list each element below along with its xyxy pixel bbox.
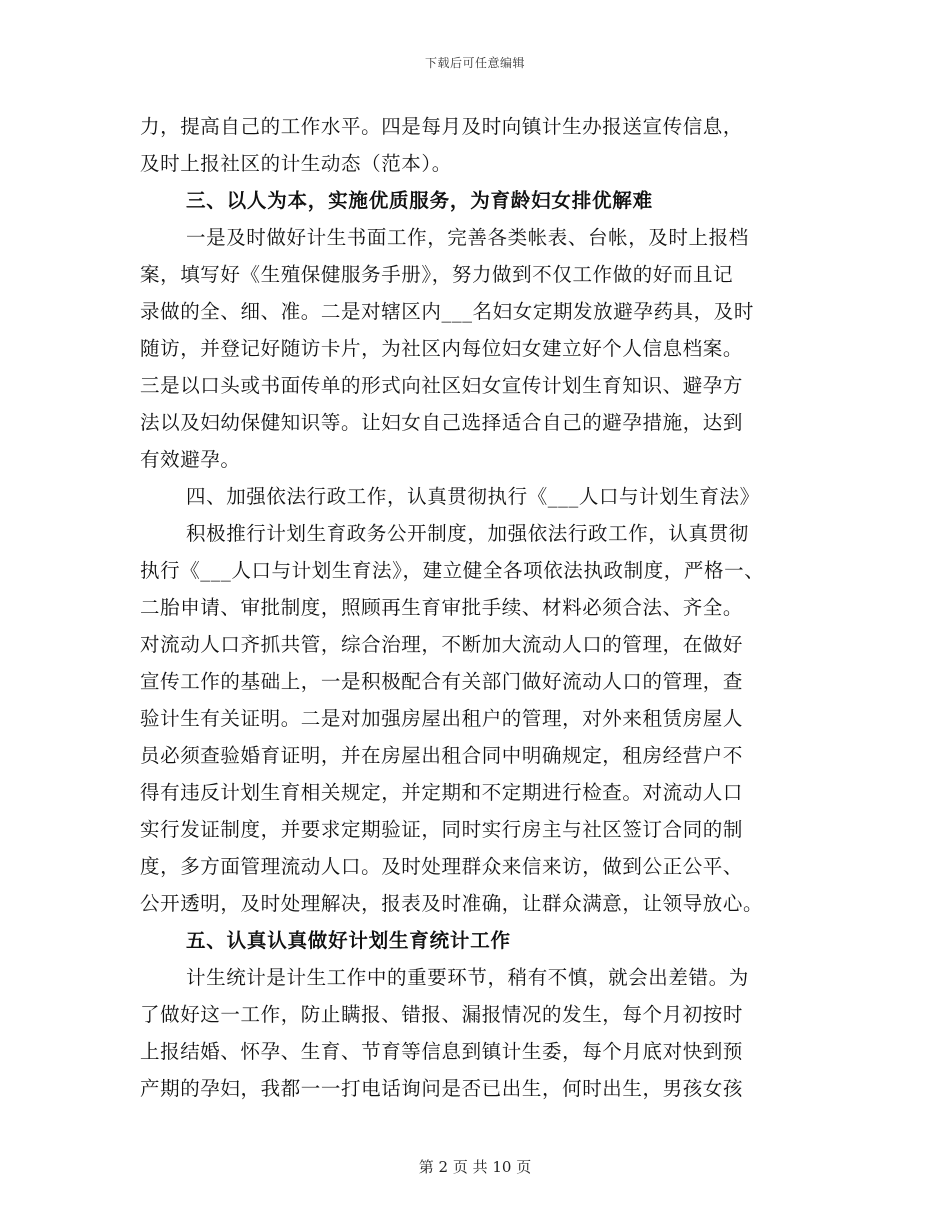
paragraph-line: 二胎申请、审批制度，照顾再生育审批手续、材料必须合法、齐全。 [140,596,744,619]
paragraph-line: 得有违反计划生育相关规定，并定期和不定期进行检查。对流动人口 [140,781,744,804]
paragraph-line: 法以及妇幼保健知识等。让妇女自己选择适合自己的避孕措施，达到 [140,411,744,434]
paragraph-line: 公开透明，及时处理解决，报表及时准确，让群众满意，让领导放心。 [140,892,764,915]
document-body [140,108,820,1107]
paragraph-line: 计生统计是计生工作中的重要环节，稍有不慎，就会出差错。为 [186,966,749,989]
paragraph-line: 上报结婚、怀孕、生育、节育等信息到镇计生委，每个月底对快到预 [140,1040,744,1063]
paragraph-line: 实行发证制度，并要求定期验证，同时实行房主与社区签订合同的制 [140,818,744,841]
paragraph-line: 有效避孕。 [140,448,241,471]
paragraph-line: 积极推行计划生育政务公开制度，加强依法行政工作，认真贯彻 [186,522,749,545]
paragraph-line: 录做的全、细、准。二是对辖区内___名妇女定期发放避孕药具，及时 [140,300,754,323]
paragraph-line: 产期的孕妇，我都一一打电话询问是否已出生，何时出生，男孩女孩 [140,1077,744,1100]
paragraph-line: 了做好这一工作，防止瞒报、错报、漏报情况的发生，每个月初按时 [140,1003,744,1026]
paragraph-line: 四、加强依法行政工作，认真贯彻执行《___人口与计划生育法》 [186,485,760,508]
paragraph-line: 三是以口头或书面传单的形式向社区妇女宣传计划生育知识、避孕方 [140,374,744,397]
paragraph-line: 度，多方面管理流动人口。及时处理群众来信来访，做到公正公平、 [140,855,744,878]
paragraph-line: 对流动人口齐抓共管，综合治理，不断加大流动人口的管理，在做好 [140,633,744,656]
page-footer: 第 2 页 共 10 页 [418,1158,532,1176]
paragraph-line: 员必须查验婚育证明，并在房屋出租合同中明确规定，租房经营户不 [140,744,744,767]
paragraph-line: 随访，并登记好随访卡片，为社区内每位妇女建立好个人信息档案。 [140,337,744,360]
paragraph-line: 执行《___人口与计划生育法》，建立健全各项依法执政制度，严格一、 [140,559,765,582]
section-heading: 五、认真认真做好计划生育统计工作 [186,929,511,952]
page-header: 下载后可任意编辑 [424,56,525,70]
paragraph-line: 一是及时做好计生书面工作，完善各类帐表、台帐，及时上报档 [186,226,749,249]
paragraph-line: 力，提高自己的工作水平。四是每月及时向镇计生办报送宣传信息， [140,115,744,138]
paragraph-line: 宣传工作的基础上，一是积极配合有关部门做好流动人口的管理，查 [140,670,744,693]
paragraph-line: 案，填写好《生殖保健服务手册》，努力做到不仅工作做的好而且记 [140,263,734,286]
paragraph-line: 验计生有关证明。二是对加强房屋出租户的管理，对外来租赁房屋人 [140,707,744,730]
section-heading: 三、以人为本，实施优质服务，为育龄妇女排优解难 [186,189,653,212]
paragraph-line: 及时上报社区的计生动态（范本）。 [140,152,452,175]
